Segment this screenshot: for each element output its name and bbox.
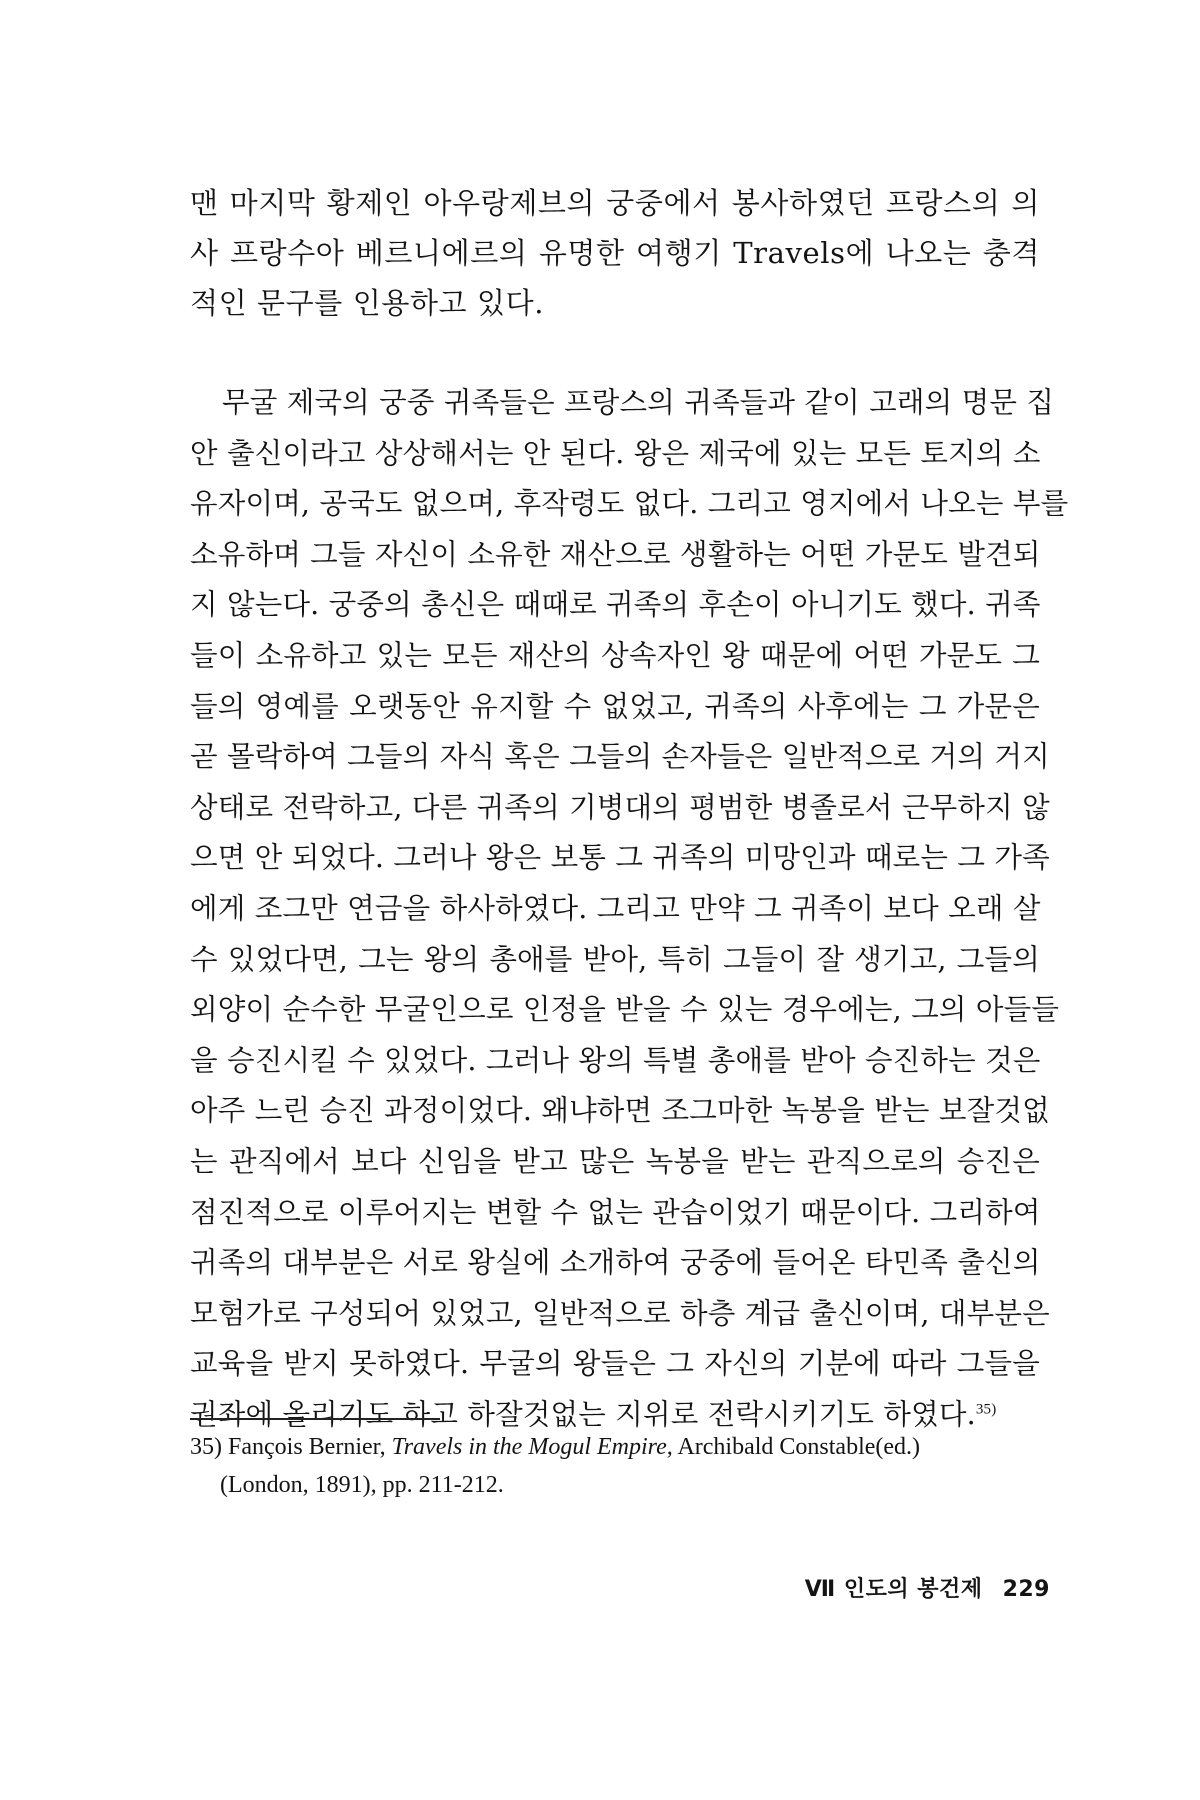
quote-line: 교육을 받지 못하였다. 무굴의 왕들은 그 자신의 기분에 따라 그들을 (190, 1347, 1040, 1381)
quote-line: 아주 느린 승진 과정이었다. 왜냐하면 조그마한 녹봉을 받는 보잘것없 (190, 1094, 1050, 1128)
footnote-divider (190, 1418, 440, 1420)
quote-line-text: 권좌에 올리기도 하고 하잘것없는 지위로 전락시키기도 하였다. (190, 1397, 976, 1431)
quote-line: 모험가로 구성되어 있었고, 일반적으로 하층 계급 출신이며, 대부분은 (190, 1296, 1050, 1330)
quote-line: 유자이며, 공국도 없으며, 후작령도 없다. 그리고 영지에서 나오는 부를 (190, 487, 1069, 521)
quote-line: 을 승진시킬 수 있었다. 그러나 왕의 특별 총애를 받아 승진하는 것은 (190, 1043, 1041, 1077)
quote-line: 무굴 제국의 궁중 귀족들은 프랑스의 귀족들과 같이 고래의 명문 집 (222, 386, 1055, 419)
footnote-number: 35) (190, 1434, 222, 1460)
quote-line: 상태로 전락하고, 다른 귀족의 기병대의 평범한 병졸로서 근무하지 않 (190, 790, 1050, 824)
footnote-title: Travels in the Mogul Empire, (391, 1434, 673, 1460)
footnote (190, 1428, 1050, 1504)
quote-line: 곧 몰락하여 그들의 자식 혹은 그들의 손자들은 일반적으로 거의 거지 (190, 740, 1050, 774)
quote-line: 귀족의 대부분은 서로 왕실에 소개하여 궁중에 들어온 타민족 출신의 (190, 1246, 1041, 1280)
running-footer (805, 1572, 1050, 1603)
quote-line: 안 출신이라고 상상해서는 안 된다. 왕은 제국에 있는 모든 토지의 소 (190, 436, 1041, 470)
quote-line: 외양이 순수한 무굴인으로 인정을 받을 수 있는 경우에는, 그의 아들들 (190, 993, 1060, 1027)
chapter-title: Ⅶ 인도의 봉건제 (804, 1577, 983, 1602)
page-number: 229 (1002, 1577, 1050, 1602)
quote-line: 들이 소유하고 있는 모든 재산의 상속자인 왕 때문에 어떤 가문도 그 (190, 638, 1040, 672)
quote-line: 지 않는다. 궁중의 총신은 때때로 귀족의 후손이 아니기도 했다. 귀족 (190, 588, 1041, 622)
quote-line: 으면 안 되었다. 그러나 왕은 보통 그 귀족의 미망인과 때로는 그 가족 (190, 841, 1050, 875)
footnote-reference[interactable]: 35) (975, 1401, 997, 1418)
footnote-citation-detail: (London, 1891), pp. 211-212. (220, 1472, 504, 1498)
quote-line: 수 있었다면, 그는 왕의 총애를 받아, 특히 그들이 잘 생기고, 그들의 (190, 942, 1040, 976)
quote-line: 점진적으로 이루어지는 변할 수 없는 관습이었기 때문이다. 그리하여 (190, 1195, 1041, 1229)
block-quote (190, 378, 1069, 1440)
quote-line: 소유하며 그들 자신이 소유한 재산으로 생활하는 어떤 가문도 발견되 (190, 537, 1041, 571)
quote-line: 들의 영예를 오랫동안 유지할 수 없었고, 귀족의 사후에는 그 가문은 (190, 689, 1040, 723)
intro-paragraph: 맨 마지막 황제인 아우랑제브의 궁중에서 봉사하였던 프랑스의 의사 프랑수아 베르니에르의 유명한 여행기 Travels에 나오는 충격적인 문구를 인용하고 있다. (190, 186, 1040, 320)
footnote-author: Fançois Bernier, (228, 1434, 386, 1460)
quote-line: 는 관직에서 보다 신임을 받고 많은 녹봉을 받는 관직으로의 승진은 (190, 1144, 1040, 1178)
footnote-publisher: Archibald Constable(ed.) (677, 1434, 921, 1460)
quote-line: 에게 조그만 연금을 하사하였다. 그리고 만약 그 귀족이 보다 오래 살 (190, 891, 1041, 925)
